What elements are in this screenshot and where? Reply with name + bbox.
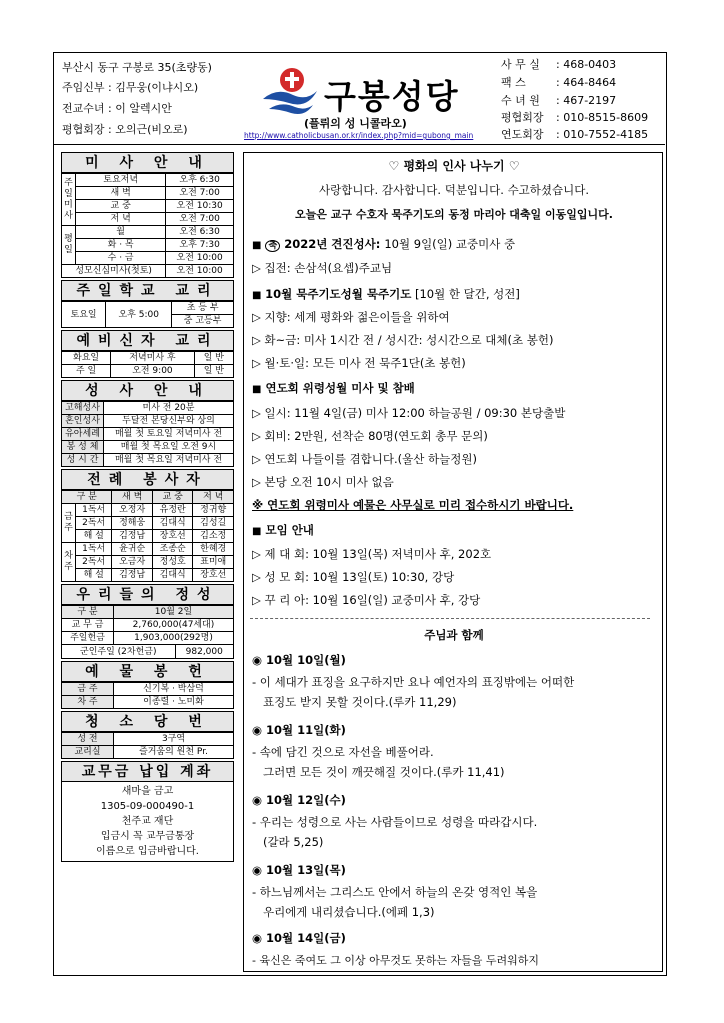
parish-name: 구봉성당 <box>324 77 460 116</box>
memorial-line: ▷ 연도회 나들이를 겸합니다.(울산 하늘정원) <box>252 452 477 466</box>
catechumen-title: 예비신자 교리 <box>61 330 234 351</box>
memorial-line: ▷ 본당 오전 10시 미사 없음 <box>252 475 394 489</box>
mass-table: 주일미사 토요저녁 오후 6:30 새 벽 오전 7:00 교 중 오전 10:30 저 녁 오전 7:00 평일 월 오전 6:30 화 · 목 오후 7:30 수 · 금 오전 10:00 성모신심미사(첫토) 오전 10:00 <box>61 173 234 278</box>
cleaning-duty-title: 청 소 당 번 <box>61 711 234 732</box>
contact-yeondo: 연도회장 : 010-7552-4185 <box>501 128 649 141</box>
mass-guide-title: 미 사 안 내 <box>61 152 234 173</box>
peace-greeting-title: ♡ 평화의 인사 나누기 ♡ <box>388 159 520 173</box>
daily-verse-text: 그러면 모든 것이 깨끗해질 것이다.(루카 11,41) <box>252 765 505 779</box>
left-column <box>61 152 234 862</box>
daily-verse-date: ◉ 10월 13일(목) <box>252 863 346 877</box>
rosary-line: ▷ 지향: 세계 평화와 젊은이들을 위하여 <box>252 310 450 324</box>
bulletin-page <box>53 52 667 976</box>
memorial-line: ▷ 회비: 2만원, 선착순 80명(연도회 총무 문의) <box>252 429 488 443</box>
sacrament-title: 성 사 안 내 <box>61 380 234 401</box>
peace-greeting-line: 사랑합니다. 감사합니다. 덕분입니다. 수고하셨습니다. <box>319 183 589 197</box>
rosary-heading: ■ 10월 묵주기도성월 묵주기도 [10월 한 달간, 성전] <box>252 287 520 301</box>
weekday-label: 평일 <box>62 226 76 265</box>
daily-verse-text: - 이 세대가 표징을 요구하지만 요나 예언자의 표징밖에는 어떠한 <box>252 675 575 689</box>
gift-offering-title: 예 물 봉 헌 <box>61 661 234 682</box>
memorial-note: ※ 연도회 위령미사 예물은 사무실로 미리 접수하시기 바랍니다. <box>252 498 574 512</box>
rosary-line: ▷ 월·토·일: 모든 미사 전 묵주1단(초 봉헌) <box>252 356 466 370</box>
meeting-line: ▷ 성 모 회: 10월 13일(토) 10:30, 강당 <box>252 570 455 584</box>
feast-icon: 축 <box>265 240 280 252</box>
meeting-heading: ■ 모임 안내 <box>252 523 314 537</box>
homepage-link[interactable]: http://www.catholicbusan.or.kr/index.php?mid=gubong_main <box>244 131 474 140</box>
divider <box>250 618 650 619</box>
sunday-label: 주일미사 <box>62 174 76 226</box>
daily-verse-text: - 육신은 죽여도 그 이상 아무것도 못하는 자들을 두려워하지 <box>252 954 539 967</box>
rosary-line: ▷ 화~금: 미사 1시간 전 / 성시간: 성시간으로 대체(초 봉헌) <box>252 333 554 347</box>
right-column <box>243 152 663 972</box>
sacrament-table: 고해성사 미사 전 20분 혼인성사 두달전 본당신부와 상의 유아세례 매월 첫 토요일 저녁미사 전 봉 성 체 매월 첫 목요일 오전 9시 성 시 간 매월 첫 목요일 저녁미사 전 <box>61 401 234 467</box>
sunday-school-table: 토요일 오후 5:00 초 등 부 중 고등부 <box>61 301 234 328</box>
sister: 전교수녀 : 이 알렉시안 <box>62 102 172 115</box>
confirmation-detail: ▷ 집전: 손삼석(요셉)주교님 <box>252 261 393 275</box>
daily-verse-date: ◉ 10월 10일(월) <box>252 653 346 667</box>
payment-account-title: 교무금 납입 계좌 <box>61 761 234 782</box>
payment-account-box: 새마을 금고 1305-09-000490-1 천주교 재단 입금시 꼭 교무금통장 이름으로 입금바랍니다. <box>61 782 234 862</box>
address: 부산시 동구 구봉로 35(초량동) <box>62 61 212 74</box>
contact-office: 사 무 실 : 468-0403 <box>501 58 617 71</box>
feast-notice: 오늘은 교구 수호자 묵주기도의 동정 마리아 대축일 이동일입니다. <box>295 208 613 221</box>
contact-council: 평협회장 : 010-8515-8609 <box>501 111 649 124</box>
council-president: 평협회장 : 오의근(비오로) <box>62 123 188 136</box>
confirmation-heading: ■ 축 2022년 견진성사: 10월 9일(일) 교중미사 중 <box>252 237 516 251</box>
with-the-lord-title: 주님과 함께 <box>424 628 484 642</box>
meeting-line: ▷ 제 대 회: 10월 13일(목) 저녁미사 후, 202호 <box>252 547 492 561</box>
offering-table: 구 분 10월 2일 교 무 금 2,760,000(47세대) 주일헌금 1,903,000(292명) 군인주일 (2차헌금) 982,000 <box>61 605 234 659</box>
cleaning-duty-table: 성 전 3구역 교리실 즐거움의 원천 Pr. <box>61 732 234 759</box>
daily-verse-text: 우리에게 내리셨습니다.(에페 1,3) <box>252 905 435 919</box>
gift-offering-table: 금 주 신기복 · 박삼덕 차 주 이종렬 · 노미화 <box>61 682 234 709</box>
memorial-line: ▷ 일시: 11월 4일(금) 미사 12:00 하늘공원 / 09:30 본당출발 <box>252 406 566 420</box>
catechumen-table: 화요일 저녁미사 후 일 반 주 일 오전 9:00 일 반 <box>61 351 234 378</box>
daily-verse-text: (갈라 5,25) <box>252 835 324 849</box>
daily-verse-date: ◉ 10월 14일(금) <box>252 931 346 945</box>
header <box>54 53 665 145</box>
daily-verse-date: ◉ 10월 11일(화) <box>252 723 346 737</box>
sunday-school-title: 주일학교 교리 <box>61 280 234 301</box>
liturgy-servers-title: 전례 봉사자 <box>61 469 234 490</box>
contact-convent: 수 녀 원 : 467-2197 <box>501 94 617 107</box>
daily-verse-text: - 속에 담긴 것으로 자선을 베풀어라. <box>252 745 434 759</box>
pastor: 주임신부 : 김무웅(이냐시오) <box>62 81 199 94</box>
daily-verse-date: ◉ 10월 12일(수) <box>252 793 346 807</box>
daily-verse-text: - 우리는 성령으로 사는 사람들이므로 성령을 따라갑시다. <box>252 815 538 829</box>
liturgy-servers-table: 구 분 새 벽 교 중 저 녁 금주 1독서 오정자 유정란 정귀향 2독서 정해웅 김대식 김성길 해 설 김정남 장호선 김소정 차주 1독서 윤귀순 조종순 한혜경 2독서 오금자 정성호 표미애 해 설 김정남 김대식 장호선 <box>61 490 234 582</box>
patron-saint: (플뤼의 성 니콜라오) <box>304 117 407 130</box>
meeting-line: ▷ 꾸 리 아: 10월 16일(일) 교중미사 후, 강당 <box>252 593 481 607</box>
memorial-heading: ■ 연도회 위령성월 미사 및 참배 <box>252 381 415 395</box>
church-logo-icon <box>259 63 321 121</box>
contact-fax: 팩 스 : 464-8464 <box>501 76 617 89</box>
offering-title: 우리들의 정성 <box>61 584 234 605</box>
daily-verse-text: - 하느님께서는 그리스도 안에서 하늘의 온갖 영적인 복을 <box>252 885 538 899</box>
daily-verse-text: 표징도 받지 못할 것이다.(루카 11,29) <box>252 695 457 709</box>
